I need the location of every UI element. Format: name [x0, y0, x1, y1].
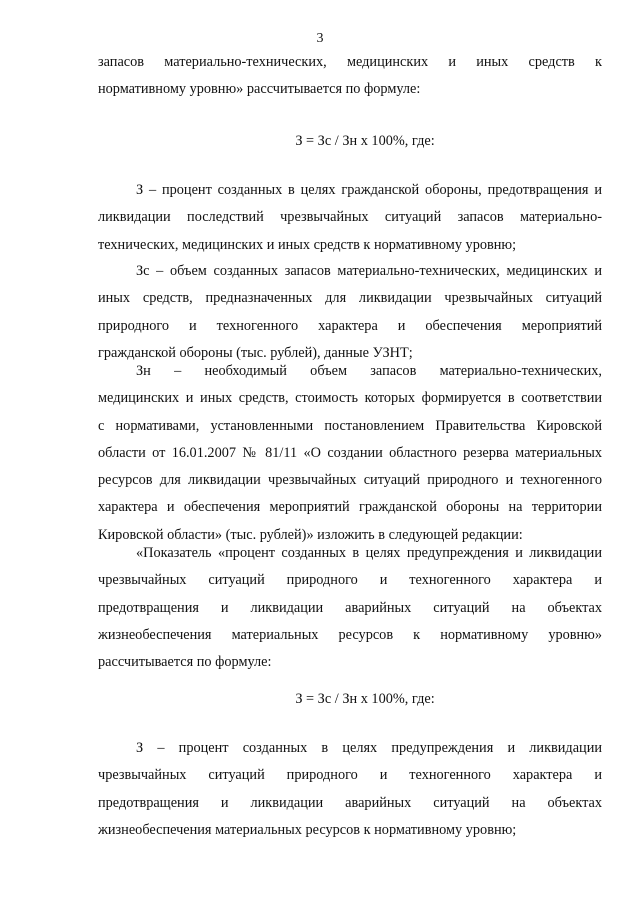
- paragraph-definition-z-2: [98, 735, 602, 844]
- text-line: З – процент созданных в целях гражданской обороны, предотвращения и: [136, 182, 602, 198]
- text-line: гражданской обороны (тыс. рублей), данные УЗНТ;: [98, 344, 413, 361]
- formula-2: З = Зс / Зн х 100%, где:: [295, 691, 435, 707]
- paragraph-indicator: [98, 540, 602, 676]
- text-line: ликвидации последствий чрезвычайных ситуаций запасов материально-: [98, 209, 602, 226]
- text-line: Зн – необходимый объем запасов материально-технических,: [136, 363, 602, 379]
- text-line: технических, медицинских и иных средств к нормативному уровню;: [98, 236, 517, 253]
- text-line: «Показатель «процент созданных в целях предупреждения и ликвидации: [136, 545, 602, 561]
- text-line: с нормативами, установленными постановлением Правительства Кировской: [98, 417, 602, 434]
- text-line: рассчитывается по формуле:: [98, 654, 272, 671]
- paragraph-definition-zn: [98, 358, 602, 549]
- text-line: области от 16.01.2007 № 81/11 «О создании областного резерва материальных: [98, 444, 602, 461]
- text-line: чрезвычайных ситуаций природного и техногенного характера и: [98, 767, 602, 784]
- text-line: Кировской области» (тыс. рублей)» изложить в следующей редакции:: [98, 526, 523, 543]
- text-line: природного и техногенного характера и обеспечения мероприятий: [98, 317, 602, 334]
- text-line: нормативному уровню» рассчитывается по формуле:: [98, 81, 421, 98]
- text-line: Зс – объем созданных запасов материально-технических, медицинских и: [136, 263, 602, 279]
- formula-1: З = Зс / Зн х 100%, где:: [295, 133, 435, 149]
- text-line: З – процент созданных в целях предупреждения и ликвидации: [136, 740, 602, 756]
- text-line: предотвращения и ликвидации аварийных ситуаций на объектах: [98, 794, 602, 811]
- text-line: чрезвычайных ситуаций природного и техногенного характера и: [98, 572, 602, 589]
- text-line: характера и обеспечения мероприятий гражданской обороны на территории: [98, 499, 602, 516]
- paragraph-definition-z: [98, 177, 602, 259]
- text-line: ресурсов для ликвидации чрезвычайных ситуаций природного и техногенного: [98, 472, 602, 489]
- paragraph-definition-zs: [98, 258, 602, 367]
- text-line: предотвращения и ликвидации аварийных ситуаций на объектах: [98, 599, 602, 616]
- text-line: жизнеобеспечения материальных ресурсов к нормативному уровню;: [98, 821, 517, 838]
- paragraph-continuation: [98, 49, 602, 104]
- text-line: запасов материально-технических, медицинских и иных средств к: [98, 54, 602, 70]
- text-line: медицинских и иных средств, стоимость которых формируется в соответствии: [98, 390, 602, 407]
- page-number: 3: [316, 31, 324, 46]
- text-line: жизнеобеспечения материальных ресурсов к нормативному уровню»: [98, 626, 602, 643]
- text-line: иных средств, предназначенных для ликвидации чрезвычайных ситуаций: [98, 290, 602, 307]
